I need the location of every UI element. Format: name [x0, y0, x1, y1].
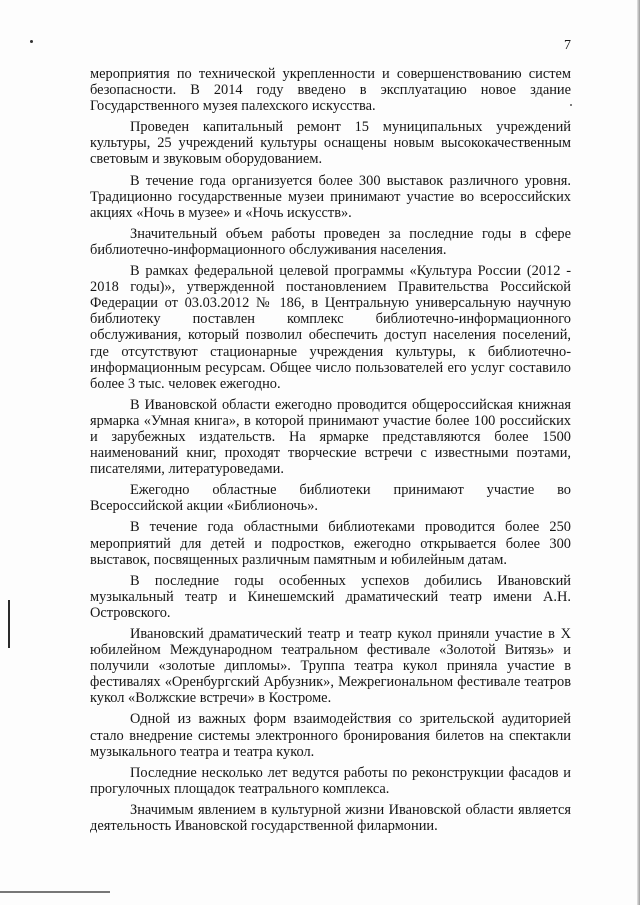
paragraph: В последние годы особенных успехов добились Ивановский музыкальный театр и Кинешемский драматический театр имени А.Н. Островского. — [90, 572, 571, 621]
paragraph: Проведен капитальный ремонт 15 муниципальных учреждений культуры, 25 учреждений культуры оснащены новым высококачественным световым и звуковым оборудованием. — [90, 119, 571, 168]
body-text — [90, 66, 571, 839]
paragraph: Одной из важных форм взаимодействия со зрительской аудиторией стало внедрение системы электронного бронирования билетов на спектакли музыкального театра и театра кукол. — [90, 711, 571, 760]
paragraph: Ивановский драматический театр и театр кукол приняли участие в X юбилейном Международном театральном фестивале «Золотой Витязь» и получили «золотые дипломы». Труппа театра кукол приняла участие в фестивалях «Оренбургский Арбузник», Межрегиональном фестивале театров кукол «Волжские встречи» в Костроме. — [90, 626, 571, 707]
paragraph: В течение года организуется более 300 выставок различного уровня. Традиционно государственные музеи принимают участие во всероссийских акциях «Ночь в музее» и «Ночь искусств». — [90, 172, 571, 221]
paragraph: Ежегодно областные библиотеки принимают участие во Всероссийской акции «Библионочь». — [90, 482, 571, 515]
paragraph: Значимым явлением в культурной жизни Ивановской области является деятельность Ивановской государственной филармонии. — [90, 801, 571, 835]
margin-mark — [8, 600, 10, 648]
page-number: 7 — [564, 38, 571, 53]
paragraph: Значительный объем работы проведен за последние годы в сфере библиотечно-информационного обслуживания населения. — [90, 225, 571, 258]
paragraph: В течение года областными библиотеками проводится более 250 мероприятий для детей и подростков, ежегодно открывается более 300 выставок, посвященных различным памятным и юбилейным датам. — [90, 519, 571, 568]
scan-speck — [30, 40, 33, 43]
paragraph: В Ивановской области ежегодно проводится общероссийская книжная ярмарка «Умная книга», в которой принимают участие более 100 российских и зарубежных издательств. На ярмарке представляются более 1500 наименований книг, проходят творческие встречи с известными поэтами, писателями, литературоведами. — [90, 396, 571, 478]
bottom-rule — [0, 891, 110, 893]
paragraph: Последние несколько лет ведутся работы по реконструкции фасадов и прогулочных площадок театрального комплекса. — [90, 764, 571, 797]
paragraph: В рамках федеральной целевой программы «Культура России (2012 - 2018 годы)», утвержденной постановлением Правительства Российской Федерации от 03.03.2012 № 186, в Центральную универсальную научную библиотеку поставлен комплекс библиотечно-информационного обслуживания, который позволил обеспечить доступ населения поселений, где отсутствуют стационарные учреждения культуры, к библиотечно-информационным ресурсам. Общее число пользователей его услуг составило более 3 тыс. человек ежегодно. — [90, 263, 571, 392]
paragraph-continuation: мероприятия по технической укрепленности и совершенствованию систем безопасности. В 2014 году введено в эксплуатацию новое здание Государственного музея палехского искусства. — [90, 66, 571, 115]
